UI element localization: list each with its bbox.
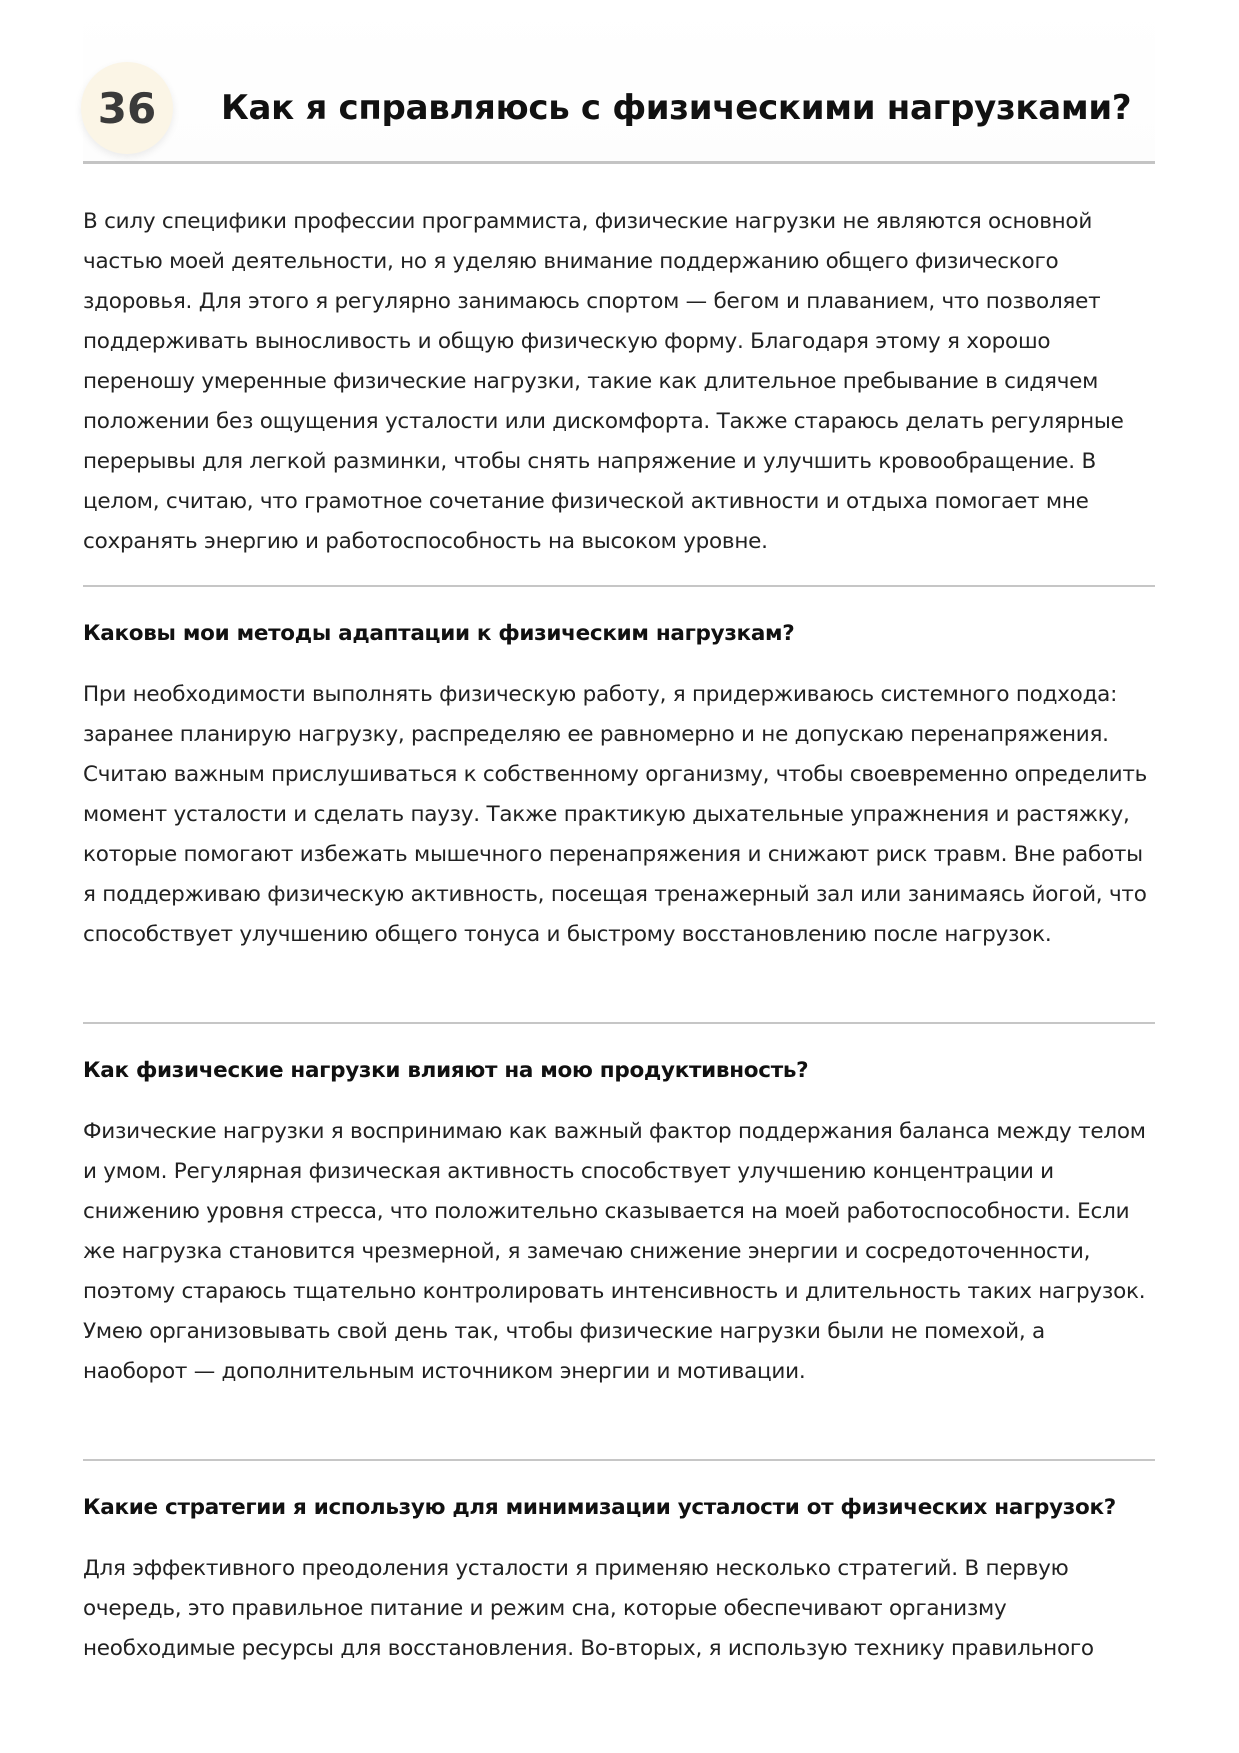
- page-header: [83, 0, 1155, 164]
- section-divider: [83, 585, 1155, 587]
- intro-block: [83, 202, 1155, 562]
- header-divider: [83, 161, 1155, 164]
- section-paragraph: Для эффективного преодоления усталости я применяю несколько стратегий. В первую очередь, это правильное питание и режим сна, которые обеспечивают организму необходимые ресурсы для восстановления. Во-вторых, я использую технику правильного: [83, 1556, 1094, 1661]
- section-fatigue-strategies: [83, 1488, 1155, 1669]
- section-adaptation-methods: [83, 614, 1155, 955]
- section-divider: [83, 1022, 1155, 1024]
- section-productivity-impact: [83, 1051, 1155, 1392]
- question-number-badge: 36: [81, 62, 173, 154]
- page-title: Как я справляюсь с физическими нагрузками?: [221, 88, 1132, 128]
- document-page: [83, 0, 1155, 1661]
- intro-paragraph: В силу специфики профессии программиста, физические нагрузки не являются основной частью моей деятельности, но я уделяю внимание поддержанию общего физического здоровья. Для этого я регулярно занимаюсь спортом — бегом и плаванием, что позволяет поддерживать выносливость и общую физическую форму. Благодаря этому я хорошо переношу умеренные физические нагрузки, такие как длительное пребывание в сидячем положении без ощущения усталости или дискомфорта. Также стараюсь делать регулярные перерывы для легкой разминки, чтобы снять напряжение и улучшить кровообращение. В целом, считаю, что грамотное сочетание физической активности и отдыха помогает мне сохранять энергию и работоспособность на высоком уровне.: [83, 209, 1124, 554]
- section-heading: Каковы мои методы адаптации к физическим нагрузкам?: [83, 621, 795, 646]
- section-heading: Как физические нагрузки влияют на мою продуктивность?: [83, 1058, 809, 1083]
- section-paragraph: Физические нагрузки я воспринимаю как важный фактор поддержания баланса между телом и умом. Регулярная физическая активность способствует улучшению концентрации и снижению уровня стресса, что положительно сказывается на моей работоспособности. Если же нагрузка становится чрезмерной, я замечаю снижение энергии и сосредоточенности, поэтому стараюсь тщательно контролировать интенсивность и длительность таких нагрузок. Умею организовывать свой день так, чтобы физические нагрузки были не помехой, а наоборот — дополнительным источником энергии и мотивации.: [83, 1119, 1146, 1384]
- section-heading: Какие стратегии я использую для минимизации усталости от физических нагрузок?: [83, 1495, 1116, 1520]
- section-divider: [83, 1459, 1155, 1461]
- section-paragraph: При необходимости выполнять физическую работу, я придерживаюсь системного подхода: заранее планирую нагрузку, распределяю ее равномерно и не допускаю перенапряжения. Считаю важным прислушиваться к собственному организму, чтобы своевременно определить момент усталости и сделать паузу. Также практикую дыхательные упражнения и растяжку, которые помогают избежать мышечного перенапряжения и снижают риск травм. Вне работы я поддерживаю физическую активность, посещая тренажерный зал или занимаясь йогой, что способствует улучшению общего тонуса и быстрому восстановлению после нагрузок.: [83, 682, 1148, 947]
